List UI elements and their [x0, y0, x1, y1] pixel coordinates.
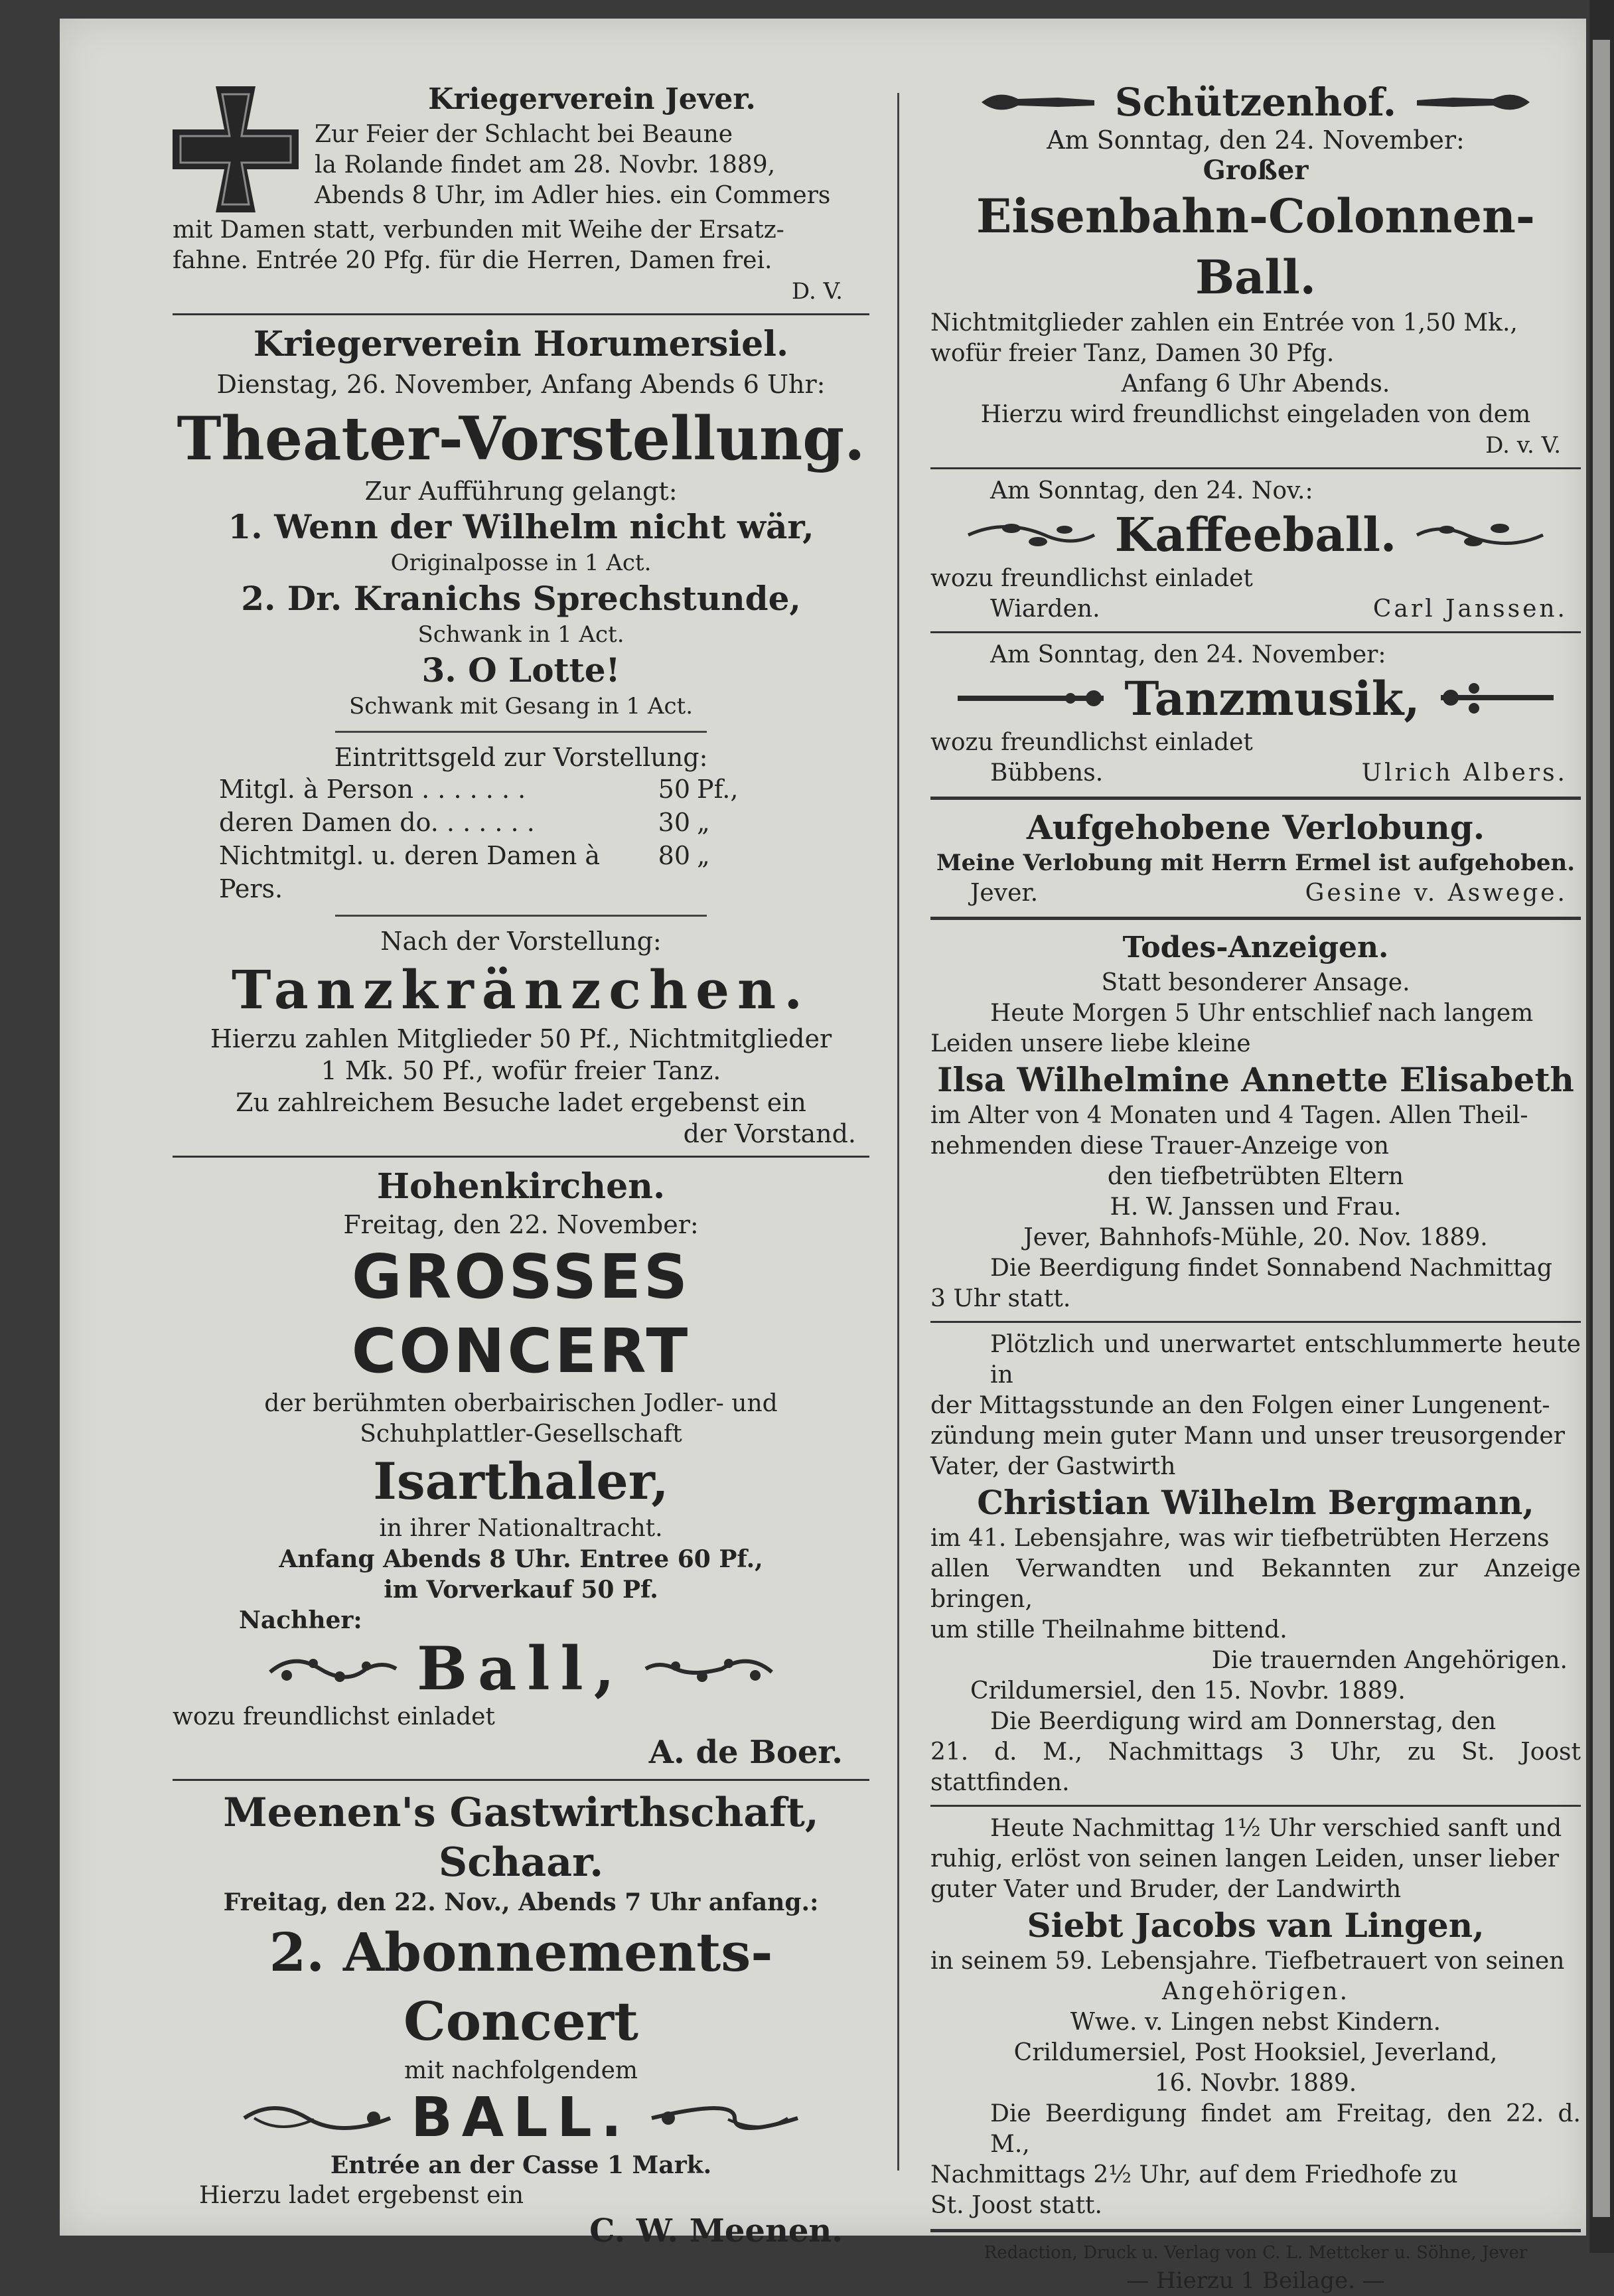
ad-text-line: Zur Feier der Schlacht bei Beaune — [315, 121, 733, 148]
separator — [173, 1779, 869, 1781]
ad-text-line: Anfang 6 Uhr Abends. — [1121, 370, 1390, 398]
ad-text-line: Hierzu zahlen Mitglieder 50 Pf., Nichtmitglieder — [210, 1024, 832, 1053]
ad-date: Am Sonntag, den 24. November: — [990, 641, 1386, 668]
separator — [930, 1321, 1581, 1323]
ad-pre: Großer — [1203, 155, 1309, 186]
notice-line: Heute Morgen 5 Uhr entschlief nach langem — [990, 1000, 1534, 1027]
ad-place: Wiarden. — [990, 595, 1100, 623]
ad-text-line: Nichtmitglieder zahlen ein Entrée von 1,50 Mk., — [930, 309, 1518, 337]
price-value: 50 — [658, 775, 690, 804]
flourish-right-icon — [648, 2098, 801, 2138]
notice-line: 3 Uhr statt. — [930, 1285, 1071, 1312]
leaf-flourish-left-icon — [965, 515, 1098, 555]
price-label: Nichtmitgl. u. deren Damen à Pers. — [219, 841, 601, 903]
title-ornament-row — [930, 80, 1581, 125]
ad-headline: 2. Abonnements-Concert — [269, 1921, 773, 2052]
separator — [173, 1156, 869, 1158]
flourish-right-icon — [642, 1649, 775, 1689]
ornamental-bar-right-icon — [1437, 679, 1557, 719]
ad-kaffeeball — [930, 476, 1581, 625]
ad-text-line: 1 Mk. 50 Pf., wofür freier Tanz. — [321, 1056, 721, 1085]
ad-text-line: mit Damen statt, verbunden mit Weihe der Ersatz- — [173, 216, 784, 244]
ensemble-name: Isarthaler, — [373, 1452, 669, 1511]
ad-intro: Zur Aufführung gelangt: — [364, 477, 678, 506]
notice-line: ruhig, erlöst von seinen langen Leiden, unser lieber — [930, 1845, 1560, 1873]
notice-line: H. W. Janssen und Frau. — [1110, 1193, 1402, 1221]
ad-place: Bübbens. — [990, 759, 1104, 787]
ad-text-line: im Vorverkauf 50 Pf. — [384, 1576, 658, 1604]
notice-line: nehmenden diese Trauer-Anzeige von — [930, 1132, 1389, 1160]
play-subtitle: Schwank mit Gesang in 1 Act. — [348, 693, 694, 720]
ad-aufgehobene-verlobung — [930, 808, 1581, 909]
ad-title: Meenen's Gastwirthschaft, — [223, 1790, 819, 1836]
ball-ornament-row — [173, 1636, 869, 1702]
notice-line: Wwe. v. Lingen nebst Kindern. — [1070, 2009, 1441, 2036]
deceased-name: Ilsa Wilhelmine Annette Elisabeth — [937, 1060, 1574, 1099]
notice-line: um stille Theilnahme bittend. — [930, 1616, 1287, 1644]
price-label: deren Damen do. . . . . . . — [219, 808, 535, 837]
ad-invite: wozu freundlichst einladet — [930, 729, 1253, 756]
ad-title: Aufgehobene Verlobung. — [1026, 808, 1485, 847]
flourish-left-icon — [241, 2098, 394, 2138]
column-divider — [897, 93, 899, 2171]
notice-line: Die Beerdigung findet Sonnabend Nachmittag — [990, 1255, 1552, 1282]
notice-line: St. Joost statt. — [930, 2192, 1102, 2219]
ad-title: Schützenhof. — [1114, 80, 1397, 125]
price-row — [173, 773, 869, 806]
ad-signature: der Vorstand. — [683, 1119, 856, 1148]
notice-sub: Statt besonderer Ansage. — [1101, 969, 1410, 996]
ad-invite: Hierzu ladet ergebenst ein — [199, 2182, 524, 2209]
imprint: Redaction, Druck u. Verlag von C. L. Mettcker u. Söhne, Jever — [984, 2243, 1528, 2263]
price-heading: Eintrittsgeld zur Vorstellung: — [334, 743, 708, 772]
flourish-left-icon — [267, 1649, 400, 1689]
ad-place: Hohenkirchen. — [376, 1166, 666, 1207]
ad-date: Dienstag, 26. November, Anfang Abends 6 Uhr: — [216, 370, 826, 399]
notice-line: Heute Nachmittag 1½ Uhr verschied sanft und — [990, 1815, 1562, 1842]
page-footer — [930, 2240, 1581, 2296]
supplement-note: — Hierzu 1 Beilage. — — [1126, 2267, 1385, 2294]
deceased-name: Christian Wilhelm Bergmann, — [977, 1483, 1534, 1522]
notice-line: allen Verwandten und Bekannten zur Anzeige bringen, — [930, 1555, 1581, 1613]
price-unit: „ — [697, 808, 710, 837]
notice-line: Angehörigen. — [1161, 1978, 1350, 2005]
ad-headline: Kaffeeball. — [1114, 507, 1397, 562]
ad-text-line: fahne. Entrée 20 Pfg. für die Herren, Damen frei. — [173, 247, 772, 274]
ad-date: Freitag, den 22. November: — [343, 1210, 699, 1239]
ad-footer-row — [930, 758, 1581, 789]
ad-invite: wozu freundlichst einladet — [930, 565, 1253, 592]
ad-date: Am Sonntag, den 24. Nov.: — [990, 477, 1313, 504]
ad-headline: Tanzkränzchen. — [231, 958, 811, 1021]
ad-place: Jever. — [970, 880, 1039, 907]
ad-title: Kriegerverein Horumersiel. — [253, 324, 789, 364]
notice-line: im 41. Lebensjahre, was wir tiefbetrübten Herzens — [930, 1525, 1550, 1552]
short-rule — [335, 731, 707, 733]
ad-text-line: Abends 8 Uhr, im Adler hies. ein Commers — [315, 182, 831, 209]
price-unit: „ — [697, 841, 710, 870]
separator — [173, 313, 869, 315]
ad-place: Schaar. — [438, 1839, 604, 1886]
left-column — [173, 80, 869, 2251]
ad-signature: A. de Boer. — [648, 1734, 843, 1771]
ball-headline: BALL. — [411, 2086, 631, 2149]
play-subtitle: Originalposse in 1 Act. — [390, 550, 652, 576]
notice-line: 16. Novbr. 1889. — [1154, 2070, 1357, 2097]
ad-text-line: la Rolande findet am 28. Novbr. 1889, — [315, 151, 776, 179]
price-row — [173, 839, 869, 905]
ad-text: Meine Verlobung mit Herrn Ermel ist aufgehoben. — [936, 850, 1576, 876]
notice-line: in seinem 59. Lebensjahre. Tiefbetrauert von seinen — [930, 1948, 1565, 1975]
notice-line: den tiefbetrübten Eltern — [1107, 1163, 1404, 1190]
ad-headline: Eisenbahn-Colonnen-Ball. — [976, 189, 1535, 305]
ad-hohenkirchen-concert — [173, 1164, 869, 1772]
notice-line: Nachmittags 2½ Uhr, auf dem Friedhofe zu — [930, 2161, 1458, 2188]
notice-line: 21. d. M., Nachmittags 3 Uhr, zu St. Joost stattfinden. — [930, 1738, 1581, 1796]
ad-after: Nach der Vorstellung: — [380, 927, 662, 956]
ad-text-line: der berühmten oberbairischen Jodler- und — [264, 1390, 778, 1417]
notice-line: der Mittagsstunde an den Folgen einer Lungenent- — [930, 1392, 1550, 1419]
ad-kriegerverein-horumersiel — [173, 322, 869, 1149]
ad-schuetzenhof — [930, 80, 1581, 461]
price-unit: Pf., — [697, 775, 739, 804]
ad-sub: mit nachfolgendem — [404, 2057, 638, 2084]
separator — [930, 2229, 1581, 2232]
ad-footer-row — [930, 878, 1581, 909]
ad-signature: D. v. V. — [1485, 432, 1561, 459]
ad-text-line: wofür freier Tanz, Damen 30 Pfg. — [930, 340, 1335, 367]
play-title: 3. O Lotte! — [421, 651, 621, 690]
price-label: Mitgl. à Person . . . . . . . — [219, 775, 526, 804]
ad-text-line: Anfang Abends 8 Uhr. Entree 60 Pf., — [279, 1545, 763, 1573]
notice-signature: Die trauernden Angehörigen. — [1211, 1647, 1568, 1674]
notice-line: Die Beerdigung wird am Donnerstag, den — [990, 1708, 1497, 1735]
ad-signature: Carl Janssen. — [1372, 595, 1568, 623]
ad-meenens-gastwirthschaft — [173, 1788, 869, 2251]
ball-headline: Ball, — [416, 1634, 626, 1704]
iron-cross-icon — [173, 86, 299, 212]
ball-ornament-row — [173, 2086, 869, 2150]
play-title: 2. Dr. Kranichs Sprechstunde, — [241, 579, 801, 618]
death-notice-3 — [930, 1813, 1581, 2221]
price-row — [173, 806, 869, 839]
price-value: 30 — [658, 808, 690, 837]
notice-line: zündung mein guter Mann und unser treusorgender — [930, 1422, 1565, 1450]
price-value: 80 — [658, 841, 690, 870]
ad-text-line: in ihrer Nationaltracht. — [379, 1515, 663, 1542]
notice-line: Plötzlich und unerwartet entschlummerte heute in — [990, 1331, 1581, 1389]
ad-headline: Theater-Vorstellung. — [177, 404, 865, 474]
separator — [930, 631, 1581, 633]
ad-date: Am Sonntag, den 24. November: — [1047, 125, 1465, 155]
death-notice-2 — [930, 1330, 1581, 1798]
short-rule — [335, 915, 707, 917]
play-title: 1. Wenn der Wilhelm nicht wär, — [228, 507, 814, 546]
ad-invite: wozu freundlichst einladet — [173, 1703, 495, 1730]
notice-line: Leiden unsere liebe kleine — [930, 1030, 1251, 1057]
ad-tanzmusik — [930, 640, 1581, 789]
ornament-row — [930, 670, 1581, 727]
ad-headline: GROSSES CONCERT — [351, 1241, 691, 1387]
ad-signature: D. V. — [791, 278, 843, 305]
deceased-name: Siebt Jacobs van Lingen, — [1027, 1906, 1485, 1945]
ad-text-line: Zu zahlreichem Besuche ladet ergebenst ein — [236, 1088, 806, 1117]
ad-signature: Gesine v. Aswege. — [1305, 880, 1568, 907]
right-column — [930, 80, 1581, 2296]
ad-date: Freitag, den 22. Nov., Abends 7 Uhr anfang.: — [223, 1888, 819, 1916]
ad-signature: C. W. Meenen. — [589, 2212, 843, 2250]
notice-line: Die Beerdigung findet am Freitag, den 22. d. M., — [990, 2100, 1581, 2158]
pointing-hand-left-icon — [978, 86, 1098, 119]
separator — [930, 467, 1581, 469]
notice-line: Jever, Bahnhofs-Mühle, 20. Nov. 1889. — [1023, 1224, 1488, 1251]
notice-line: Crildumersiel, Post Hooksiel, Jeverland, — [1013, 2039, 1498, 2066]
ad-signature: Ulrich Albers. — [1361, 759, 1568, 787]
next-page-edge — [1593, 40, 1610, 2217]
notice-line: Vater, der Gastwirth — [930, 1453, 1176, 1480]
ad-title: Kriegerverein Jever. — [428, 82, 756, 116]
ad-text-line: Schuhplattler-Gesellschaft — [360, 1420, 682, 1448]
separator — [930, 797, 1581, 800]
ad-footer-row — [930, 594, 1581, 625]
pointing-hand-right-icon — [1414, 86, 1533, 119]
section-title: Todes-Anzeigen. — [1122, 931, 1389, 964]
ad-kriegerverein-jever — [173, 80, 869, 307]
separator — [930, 1805, 1581, 1807]
ad-after: Nachher: — [239, 1606, 362, 1634]
notice-line: guter Vater und Bruder, der Landwirth — [930, 1876, 1402, 1903]
notice-line: im Alter von 4 Monaten und 4 Tagen. Allen Theil- — [930, 1102, 1528, 1129]
notice-place: Crildumersiel, den 15. Novbr. 1889. — [970, 1677, 1406, 1705]
ad-text-line: Hierzu wird freundlichst eingeladen von dem — [980, 401, 1531, 428]
ad-entry: Entrée an der Casse 1 Mark. — [330, 2151, 712, 2179]
death-notice-1 — [930, 928, 1581, 1314]
ornamental-bar-left-icon — [954, 682, 1107, 716]
play-subtitle: Schwank in 1 Act. — [417, 621, 624, 648]
separator — [930, 917, 1581, 920]
ornament-row — [930, 506, 1581, 564]
ad-headline: Tanzmusik, — [1124, 671, 1420, 726]
leaf-flourish-right-icon — [1414, 515, 1546, 555]
